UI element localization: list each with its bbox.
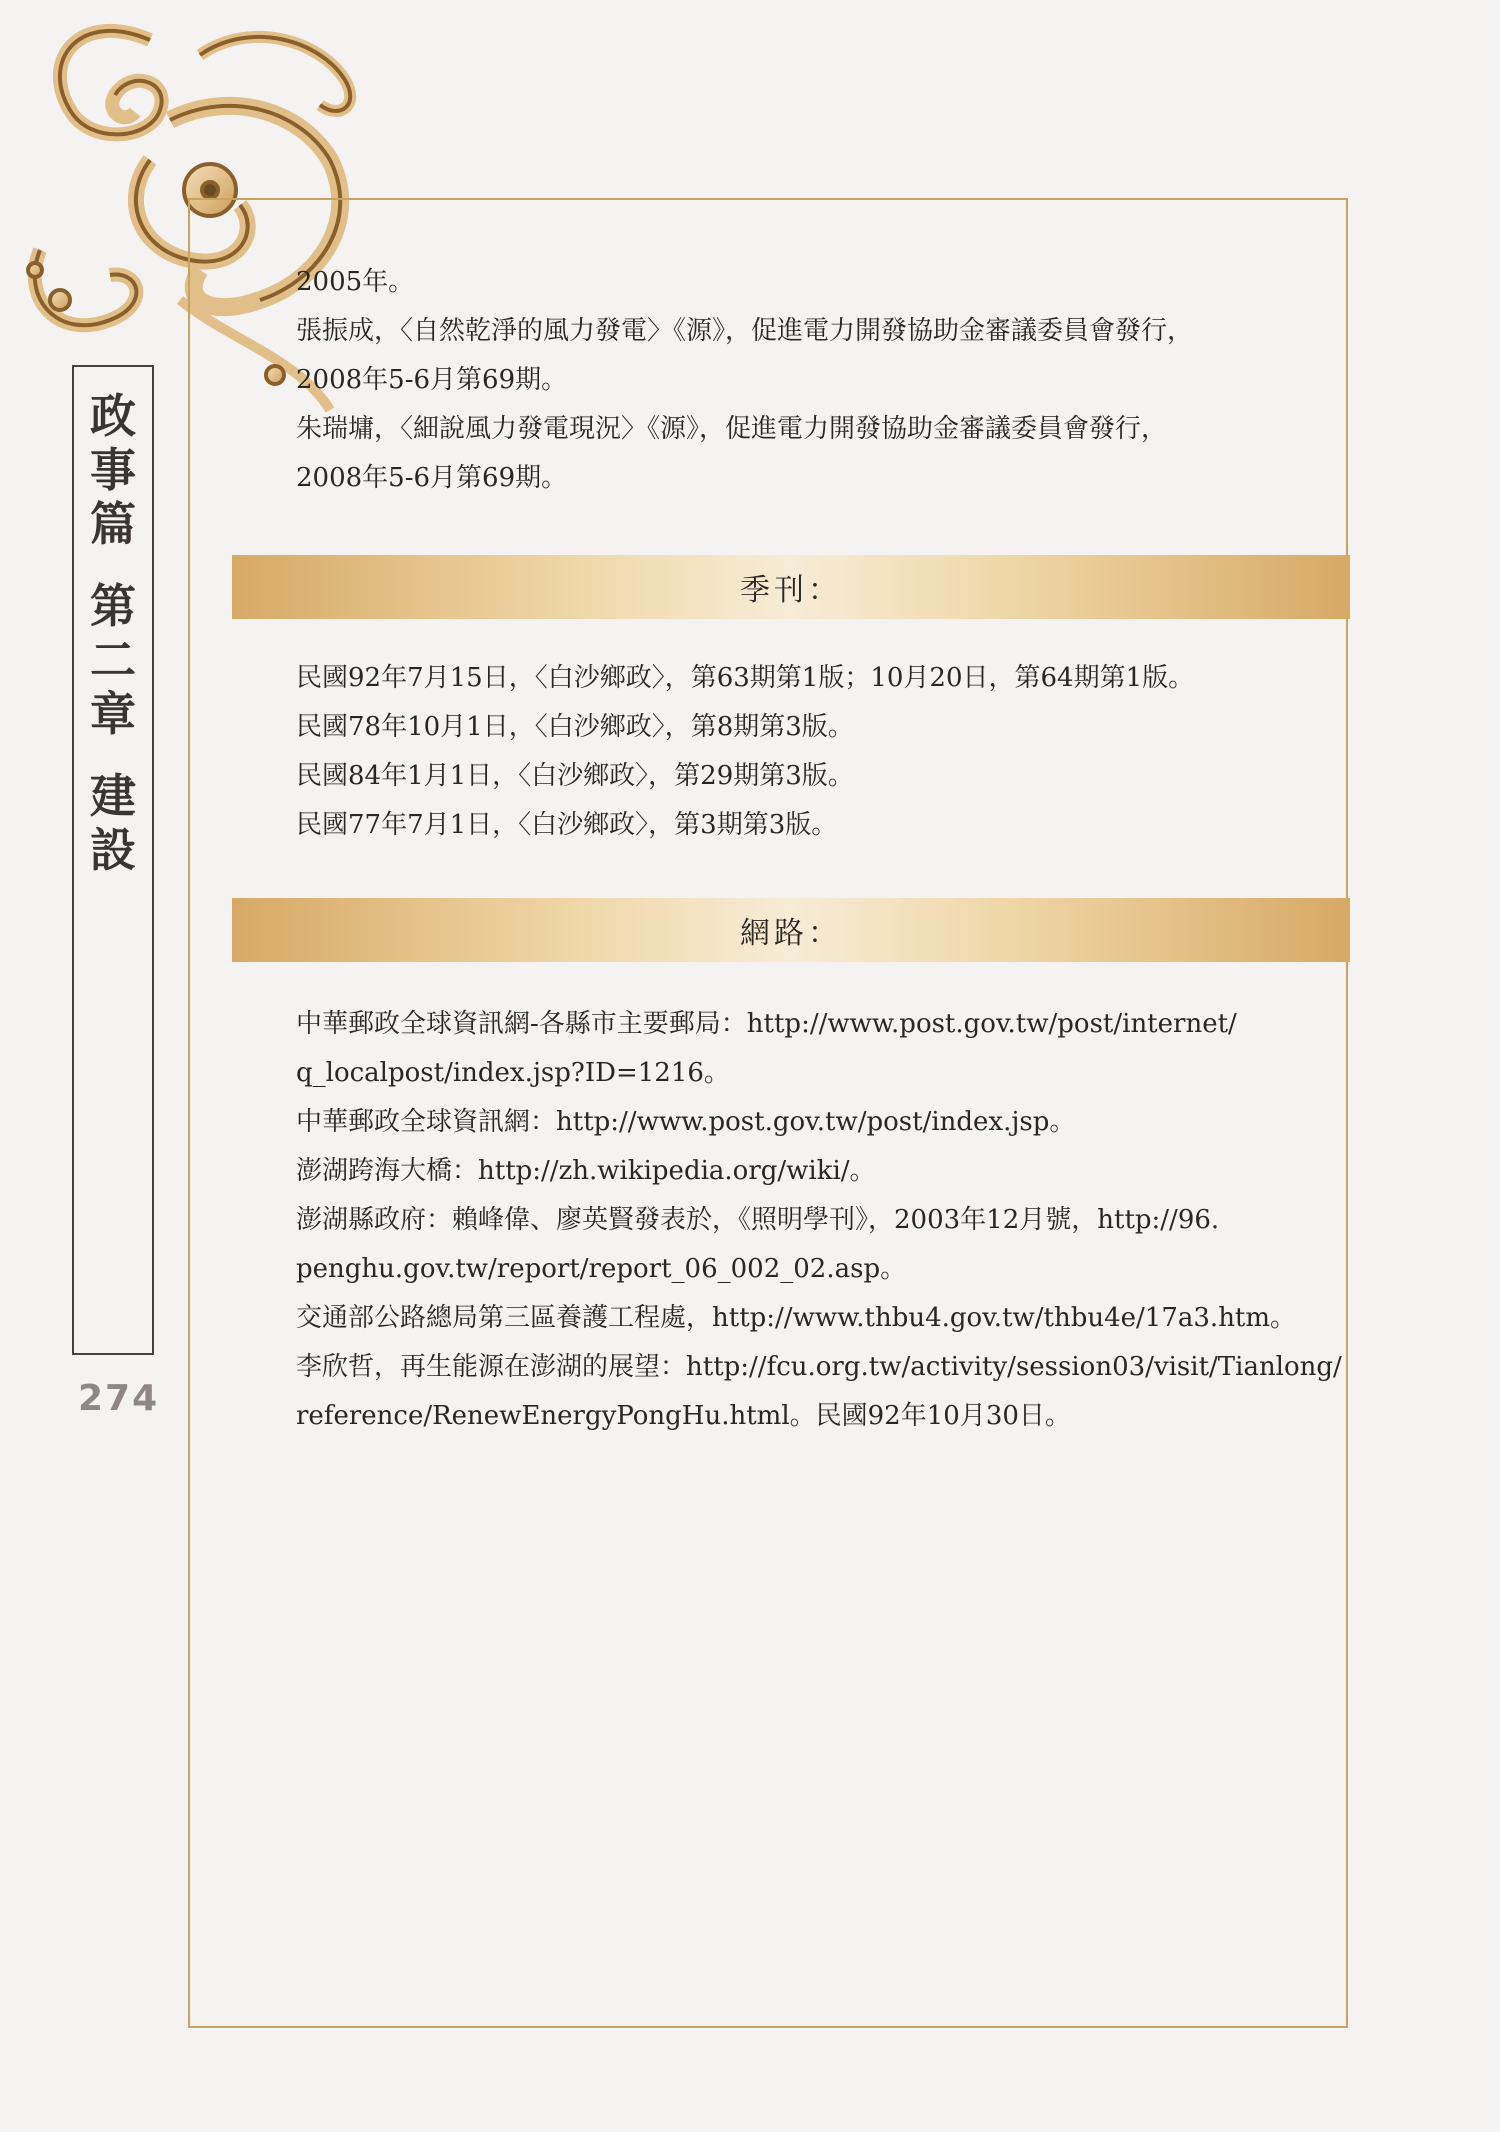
- list-item: 民國84年1月1日，〈白沙鄉政〉，第29期第3版。: [296, 761, 854, 791]
- list-item: 交通部公路總局第三區養護工程處，http://www.thbu4.gov.tw/thbu4e/17a3.htm。: [296, 1303, 1297, 1333]
- list-item: 張振成，〈自然乾淨的風力發電〉《源》，促進電力開發協助金審議委員會發行，: [296, 316, 1194, 346]
- sidebar-char: 篇: [90, 497, 136, 551]
- list-item: 李欣哲，再生能源在澎湖的展望：http://fcu.org.tw/activity/session03/visit/Tianlong/: [296, 1352, 1342, 1382]
- list-item: 2005年。: [296, 267, 415, 297]
- list-item: 澎湖縣政府：賴峰偉、廖英賢發表於，《照明學刊》，2003年12月號，http://96.: [296, 1205, 1220, 1235]
- internet-section-header: [232, 898, 1350, 962]
- sidebar-char: 事: [90, 443, 136, 497]
- section-title: 網路：: [740, 916, 842, 951]
- list-item: 中華郵政全球資訊網：http://www.post.gov.tw/post/index.jsp。: [296, 1107, 1076, 1137]
- page-number: 274: [78, 1378, 160, 1419]
- section-title: 季刊：: [740, 573, 842, 608]
- sidebar-char: 設: [90, 823, 136, 877]
- list-item: q_localpost/index.jsp?ID=1216。: [296, 1058, 730, 1088]
- list-item: 民國92年7月15日，〈白沙鄉政〉，第63期第1版；10月20日，第64期第1版。: [296, 663, 1195, 693]
- sidebar-char: 章: [90, 687, 136, 741]
- books-list: [296, 258, 1346, 503]
- list-item: reference/RenewEnergyPongHu.html。民國92年10月30日。: [296, 1401, 1071, 1431]
- sidebar-char: 二: [90, 633, 136, 687]
- list-item: 2008年5-6月第69期。: [296, 463, 568, 493]
- list-item: penghu.gov.tw/report/report_06_002_02.asp。: [296, 1254, 907, 1284]
- chapter-sidebar: [72, 365, 154, 1355]
- list-item: 民國78年10月1日，〈白沙鄉政〉，第8期第3版。: [296, 712, 854, 742]
- quarterly-section-header: [232, 555, 1350, 619]
- internet-list: [296, 1000, 1346, 1441]
- list-item: 朱瑞墉，〈細說風力發電現況〉《源》，促進電力開發協助金審議委員會發行，: [296, 414, 1168, 444]
- sidebar-char: 政: [90, 389, 136, 443]
- list-item: 澎湖跨海大橋：http://zh.wikipedia.org/wiki/。: [296, 1156, 876, 1186]
- list-item: 中華郵政全球資訊網-各縣市主要郵局：http://www.post.gov.tw/post/internet/: [296, 1009, 1237, 1039]
- list-item: 民國77年7月1日，〈白沙鄉政〉，第3期第3版。: [296, 810, 838, 840]
- sidebar-char: 第: [90, 579, 136, 633]
- list-item: 2008年5-6月第69期。: [296, 365, 568, 395]
- sidebar-char: 建: [90, 769, 136, 823]
- quarterly-list: [296, 654, 1346, 850]
